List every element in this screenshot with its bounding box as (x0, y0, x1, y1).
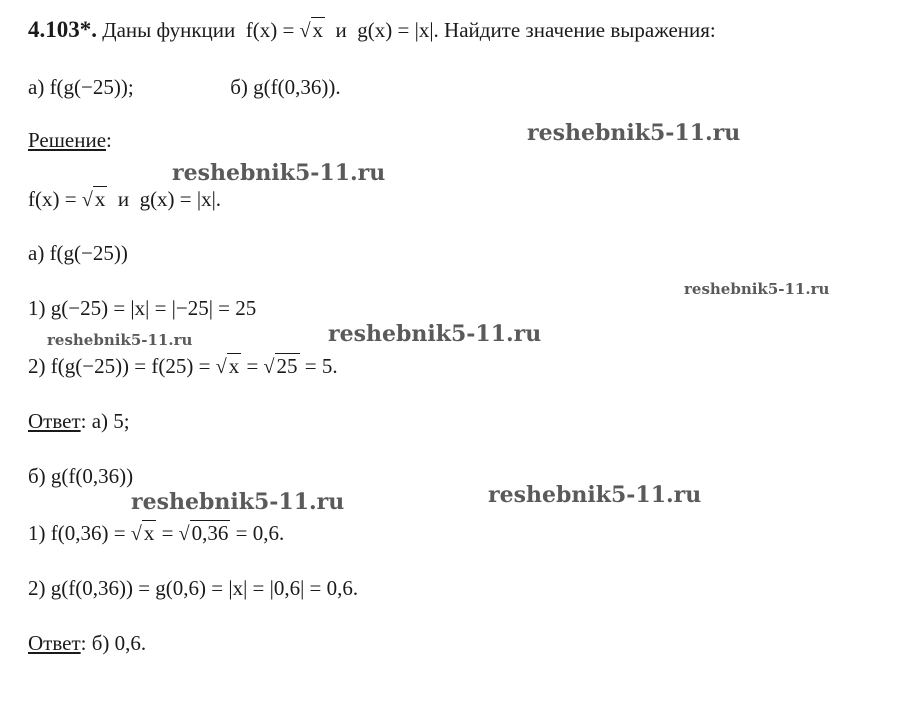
watermark: reshebnik5-11.ru (47, 331, 193, 349)
watermark: reshebnik5-11.ru (684, 280, 830, 298)
functions-line (28, 187, 221, 212)
g-def: g(x) = |x|. (139, 187, 222, 211)
conjunction: и (117, 187, 130, 211)
step-text: 2) f(g(−25)) = f(25) = (28, 354, 211, 378)
radical-sign: √ (263, 356, 275, 378)
radical-sign: √ (178, 523, 190, 545)
part-a-header: а) f(g(−25)) (28, 241, 128, 265)
f-def: f(x) = (245, 18, 295, 42)
radicand: 0,36 (191, 521, 229, 545)
part-b-step-1 (28, 521, 284, 546)
part-b-step-2: 2) g(f(0,36)) = g(0,6) = |x| = |0,6| = 0,6. (28, 576, 359, 600)
part-a-step-1: 1) g(−25) = |x| = |−25| = 25 (28, 296, 257, 320)
answer-b (28, 631, 146, 655)
problem-line (28, 18, 716, 43)
solution-heading (28, 128, 112, 152)
watermark: reshebnik5-11.ru (172, 160, 386, 186)
radical-sign: √ (215, 356, 227, 378)
answer-value: : б) 0,6. (80, 631, 147, 655)
radicand: x (228, 354, 240, 378)
sqrt-expression (82, 187, 107, 212)
radical-sign: √ (130, 523, 142, 545)
radicand: 25 (276, 354, 298, 378)
answer-a (28, 409, 130, 433)
problem-text: Даны функции (102, 18, 236, 42)
radicand: x (94, 187, 106, 211)
radical-sign: √ (81, 189, 93, 211)
parts-line (28, 75, 341, 99)
step-result: = 5. (304, 354, 338, 378)
answer-label: Ответ (28, 631, 81, 655)
watermark: reshebnik5-11.ru (131, 489, 345, 515)
part-a: а) f(g(−25)); (28, 75, 134, 99)
solution-label: Решение (28, 128, 107, 152)
sqrt-expression (300, 18, 325, 43)
equals-sign: = (161, 521, 174, 545)
watermark: reshebnik5-11.ru (328, 321, 542, 347)
watermark: reshebnik5-11.ru (488, 482, 702, 508)
watermark: reshebnik5-11.ru (527, 120, 741, 146)
radicand: x (312, 18, 324, 42)
radical-sign: √ (299, 20, 311, 42)
problem-number: 4.103*. (28, 17, 97, 42)
part-b-header: б) g(f(0,36)) (28, 464, 134, 488)
sqrt-expression (179, 521, 231, 546)
equals-sign: = (246, 354, 259, 378)
step-result: = 0,6. (235, 521, 285, 545)
sqrt-expression (264, 354, 300, 379)
colon: : (106, 128, 112, 152)
answer-value: : а) 5; (80, 409, 130, 433)
sqrt-expression (131, 521, 156, 546)
radicand: x (143, 521, 155, 545)
sqrt-expression (216, 354, 241, 379)
part-b: б) g(f(0,36)). (230, 75, 341, 99)
g-def: g(x) = |x|. Найдите значение выражения: (357, 18, 716, 42)
conjunction: и (335, 18, 347, 42)
answer-label: Ответ (28, 409, 81, 433)
step-text: 1) f(0,36) = (28, 521, 126, 545)
f-def: f(x) = (28, 187, 77, 211)
part-a-step-2 (28, 354, 338, 379)
